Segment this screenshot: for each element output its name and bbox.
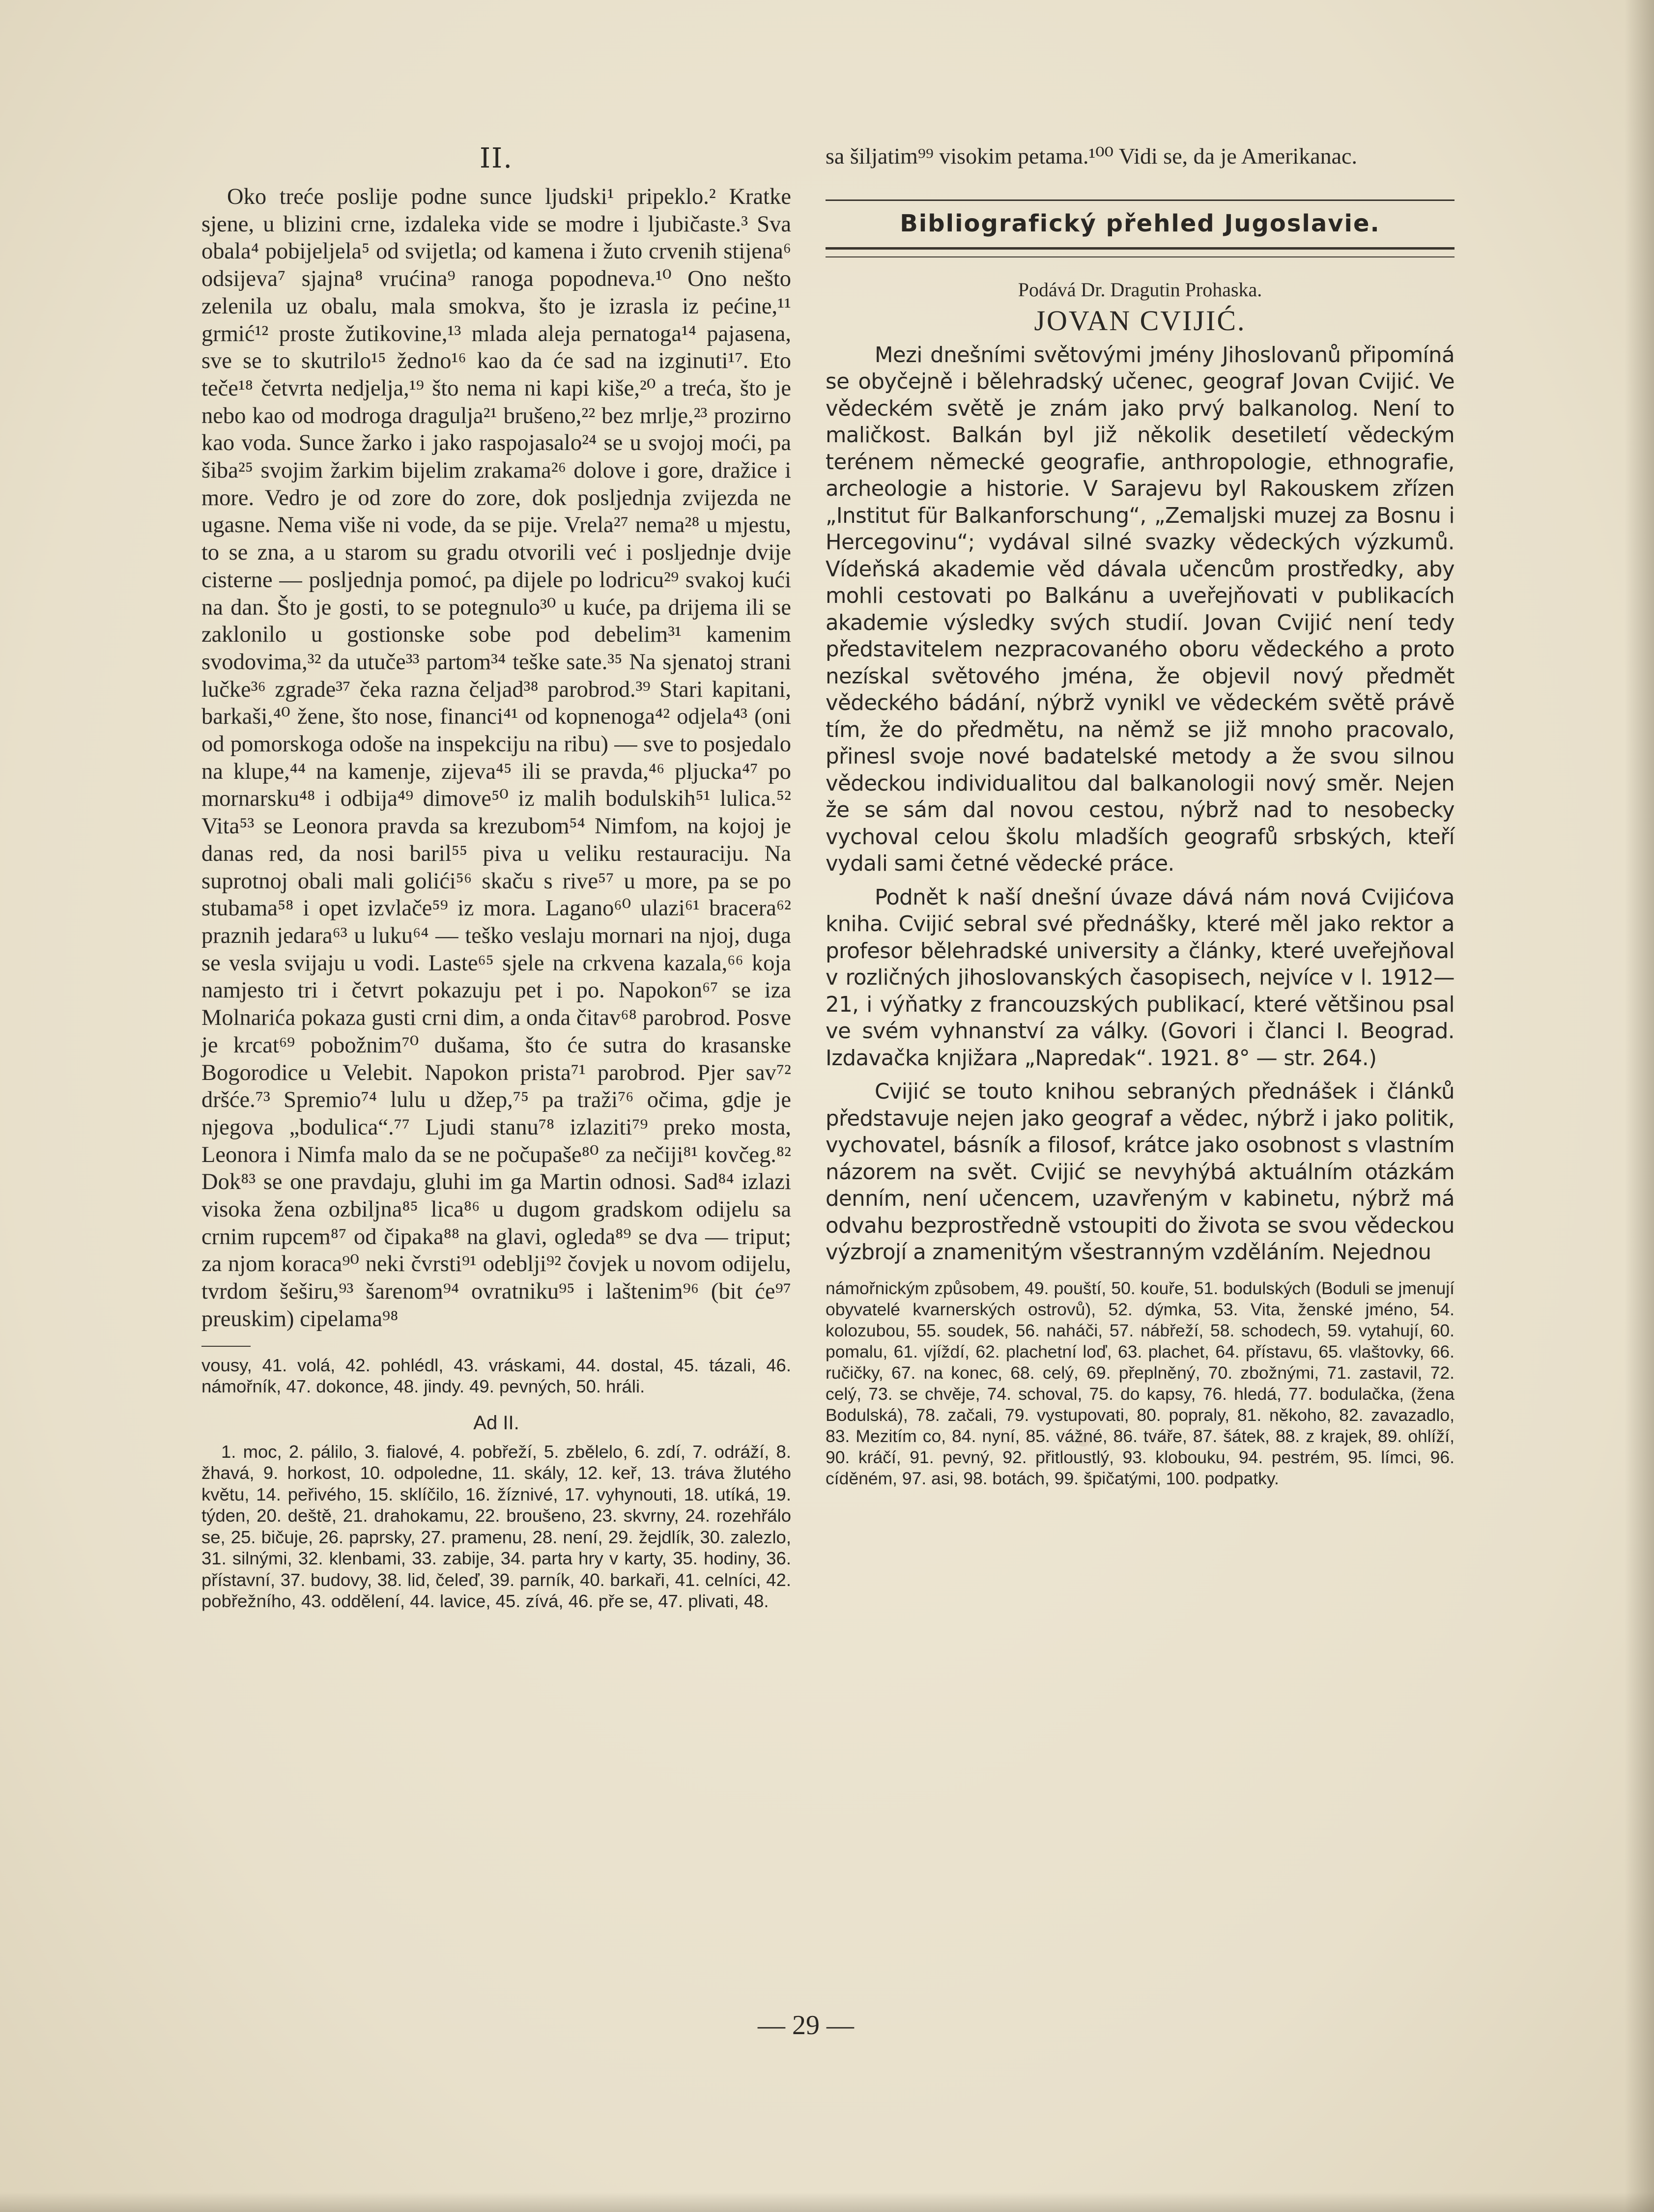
header-rule-bottom	[826, 247, 1454, 257]
page-edge-shadow	[1625, 0, 1654, 2212]
article-paragraph-3: Cvijić se touto knihou sebraných přednášek i článků představuje nejen jako geograf a vědec, nýbrž i jako politik, vychovatel, básník a filosof, krátce jako osobnost s vlastním názorem na svět. Cvijić se nevyhýbá aktuálním otázkám denním, není učencem, uzavřeným v kabinetu, nýbrž má odvahu bezprostředně vstoupiti do života se svou vědeckou výzbrojí a znamenitým všestranným vzděláním. Nejednou	[826, 1079, 1454, 1265]
section-title: II.	[479, 142, 513, 174]
story-continuation: sa šiljatim⁹⁹ visokim petama.¹⁰⁰ Vidi se, da je Amerikanac.	[826, 143, 1357, 169]
footnotes-right: námořnickým způsobem, 49. pouští, 50. kouře, 51. bodulských (Boduli se jmenují obyvatelé kvarnerských ostrovů), 52. dýmka, 53. Vita, ženské jméno, 54. kolozubou, 55. soudek, 56. naháči, 57. nábřeží, 58. schodech, 59. vytahují, 60. pomalu, 61. vjíždí, 62. plachetní loď, 63. plachet, 64. přístavu, 65. vlaštovky, 66. ručičky, 67. na konec, 68. celý, 69. přeplněný, 70. zbožnými, 71. zastavil, 72. celý, 73. se chvěje, 74. schoval, 75. do kapsy, 76. hledá, 77. bodulačka, (žena Bodulská), 78. začali, 79. vystupovati, 80. popraly, 81. někoho, 82. zavazadlo, 83. Mezitím co, 84. nyní, 85. vážné, 86. tváře, 87. šátek, 88. z krajek, 89. ohlíží, 90. kráčí, 91. pevný, 92. přitloustlý, 93. klobouku, 94. pestrém, 95. límci, 96. cíděném, 97. asi, 98. botách, 99. špičatými, 100. podpatky.	[826, 1278, 1454, 1488]
bibliography-title: Bibliografický přehled Jugoslavie.	[900, 209, 1380, 237]
page-bottom-shadow	[0, 2192, 1654, 2212]
page-number: — 29 —	[758, 2010, 854, 2041]
article-presenter: Podává Dr. Dragutin Prohaska.	[1018, 278, 1262, 301]
story-paragraph: Oko treće poslije podne sunce ljudski¹ pripeklo.² Kratke sjene, u blizini crne, izdaleka vide se modre i ljubičaste.³ Sva obala⁴ pobijeljela⁵ od svijetla; od kamena i žuto crvenih stijena⁶ odsijeva⁷ sjajna⁸ vrućina⁹ ranoga popodneva.¹⁰ Ono nešto zelenila uz obalu, mala smokva, što je izrasla iz pećine,¹¹ grmić¹² proste žutikovine,¹³ mlada aleja pernatoga¹⁴ pajasena, sve se to skutrilo¹⁵ žedno¹⁶ kao da će sad na izginuti¹⁷. Eto teče¹⁸ četvrta nedjelja,¹⁹ što nema ni kapi kiše,²⁰ a treća, što je nebo kao od modroga dragulja²¹ brušeno,²² bez mrlje,²³ prozirno kao voda. Sunce žarko i jako raspojasalo²⁴ se u svojoj moći, pa šiba²⁵ svojim žarkim bijelim zrakama²⁶ dolove i gore, dražice i more. Vedro je od zore do zore, dok posljednja zvijezda ne ugasne. Nema više ni vode, da se pije. Vrela²⁷ nema²⁸ u mjestu, to se zna, a u starom su gradu otvorili već i posljednje dvije cisterne — posljednja pomoć, pa dijele po lodricu²⁹ svakoj kući na dan. Što je gosti, to se potegnulo³⁰ u kuće, pa drijema ili se zaklonilo u gostionske sobe pod debelim³¹ kamenim svodovima,³² da utuče³³ partom³⁴ teške sate.³⁵ Na sjenatoj strani lučke³⁶ zgrade³⁷ čeka razna čeljad³⁸ parobrod.³⁹ Stari kapitani, barkaši,⁴⁰ žene, što nose, financi⁴¹ od kopnenoga⁴² odjela⁴³ (oni od pomorskoga odoše na inspekciju na ribu) — sve to posjedalo na klupe,⁴⁴ na kamenje, zijeva⁴⁵ ili se pravda,⁴⁶ pljucka⁴⁷ po mornarsku⁴⁸ i odbija⁴⁹ dimove⁵⁰ iz malih bodulskih⁵¹ lulica.⁵² Vita⁵³ se Leonora pravda sa krezubom⁵⁴ Nimfom, na kojoj je danas red, da nosi baril⁵⁵ piva u veliku restauraciju. Na suprotnoj obali mali golići⁵⁶ skaču s rive⁵⁷ u more, pa se po stubama⁵⁸ i opet izvlače⁵⁹ iz mora. Lagano⁶⁰ ulazi⁶¹ bracera⁶² praznih jedara⁶³ u luku⁶⁴ — teško veslaju mornari na njoj, duga se vesla svijaju u vodi. Laste⁶⁵ sjele na crkvena kazala,⁶⁶ koja namjesto tri i četvrt pokazuju pet i po. Napokon⁶⁷ se iza Molnarića pokaza gusti crni dim, a onda čitav⁶⁸ parobrod. Posve je krcat⁶⁹ pobožnim⁷⁰ dušama, što će sutra do krasanske Bogorodice u Velebit. Napokon prista⁷¹ parobrod. Pjer sav⁷² dršće.⁷³ Spremio⁷⁴ lulu u džep,⁷⁵ pa traži⁷⁶ očima, gdje je njegova „bodulica“.⁷⁷ Ljudi stanu⁷⁸ izlaziti⁷⁹ preko mosta, Leonora i Nimfa malo da se ne počupaše⁸⁰ za nečiji⁸¹ kovčeg.⁸² Dok⁸³ se one pravdaju, gluhi im ga Martin odnosi. Sad⁸⁴ izlazi visoka žena ozbiljna⁸⁵ lica⁸⁶ u dugom gradskom odijelu sa crnim rupcem⁸⁷ od čipaka⁸⁸ na glavi, ogleda⁸⁹ se dva — triput; za njom koraca⁹⁰ neki čvrsti⁹¹ odeblji⁹² čovjek u novom odijelu, tvrdom šeširu,⁹³ šarenom⁹⁴ ovratniku⁹⁵ i laštenim⁹⁶ (bit će⁹⁷ preuskim) cipelama⁹⁸	[201, 184, 791, 1332]
bibliography-header	[826, 199, 1454, 257]
article-title: JOVAN CVIJIĆ.	[1034, 304, 1246, 337]
glossary-heading: Ad II.	[473, 1412, 519, 1434]
article-paragraph-2: Podnět k naší dnešní úvaze dává nám nová Cvijićova kniha. Cvijić sebral své přednášky, které měl jako rektor a profesor bělehradské university a články, které uveřejňoval v rozličných jihoslovanských časopisech, nejvíce v l. 1912—21, i výňatky z francouzských publikací, které většinou psal ve svém vyhnanství za války. (Govori i članci I. Beograd. Izdavačka knjižara „Napredak“. 1921. 8° — str. 264.)	[826, 885, 1454, 1071]
footnote-continuation: vousy, 41. volá, 42. pohlédl, 43. vráskami, 44. dostal, 45. tázali, 46. námořník, 47. dokonce, 48. jindy. 49. pevných, 50. hráli.	[201, 1355, 791, 1397]
left-column	[201, 142, 791, 1612]
article-paragraph-1: Mezi dnešními světovými jmény Jihoslovanů připomíná se obyčejně i bělehradský učenec, geograf Jovan Cvijić. Ve vědeckém světě je znám jako prvý balkanolog. Není to maličkost. Balkán byl již několik desetiletí vědeckým terénem německé geografie, anthropologie, ethnografie, archeologie a historie. V Sarajevu byl Rakouskem zřízen „Institut für Balkanforschung“, „Zemaljski muzej za Bosnu i Hercegovinu“; vydával silné svazky vědeckých výzkumů. Vídeňská akademie věd dávala učencům prostředky, aby mohli cestovati po Balkánu a uveřejňovati v publikacích akademie výsledky svých studií. Jovan Cvijić není tedy představitelem nezpracovaného oboru vědeckého a proto nezískal světového jména, že objevil nový předmět vědeckého bádání, nýbrž vynikl ve vědeckém světě právě tím, že do předmětu, na němž se již mnoho pracovalo, přinesl svoje nové badatelské metody a že svou silnou vědeckou individualitou dal balkanologii nový směr. Nejen že se sám dal novou cestou, nýbrž nad to nesobecky vychoval celou školu mladších geografů srbských, kteří vydali sami četné vědecké práce.	[826, 342, 1454, 877]
glossary-text: 1. moc, 2. pálilo, 3. fialové, 4. pobřeží, 5. zbělelo, 6. zdí, 7. odráží, 8. žhavá, 9. horkost, 10. odpoledne, 11. skály, 12. keř, 13. tráva žlutého květu, 14. peřivého, 15. sklíčilo, 16. žíznivé, 17. vyhynouti, 18. utíká, 19. týden, 20. deště, 21. drahokamu, 22. broušeno, 23. skvrny, 24. rozehřálo se, 25. bičuje, 26. paprsky, 27. pramenu, 28. není, 29. žejdlík, 30. zalezlo, 31. silnými, 32. klenbami, 33. zabije, 34. parta hry v karty, 35. hodiny, 36. přístavní, 37. budovy, 38. lid, čeleď, 39. parník, 40. barkaři, 41. celníci, 42. pobřežního, 43. oddělení, 44. lavice, 45. zívá, 46. pře se, 47. plivati, 48.	[201, 1441, 791, 1612]
right-column	[826, 142, 1454, 1489]
footnote-separator	[201, 1346, 251, 1347]
